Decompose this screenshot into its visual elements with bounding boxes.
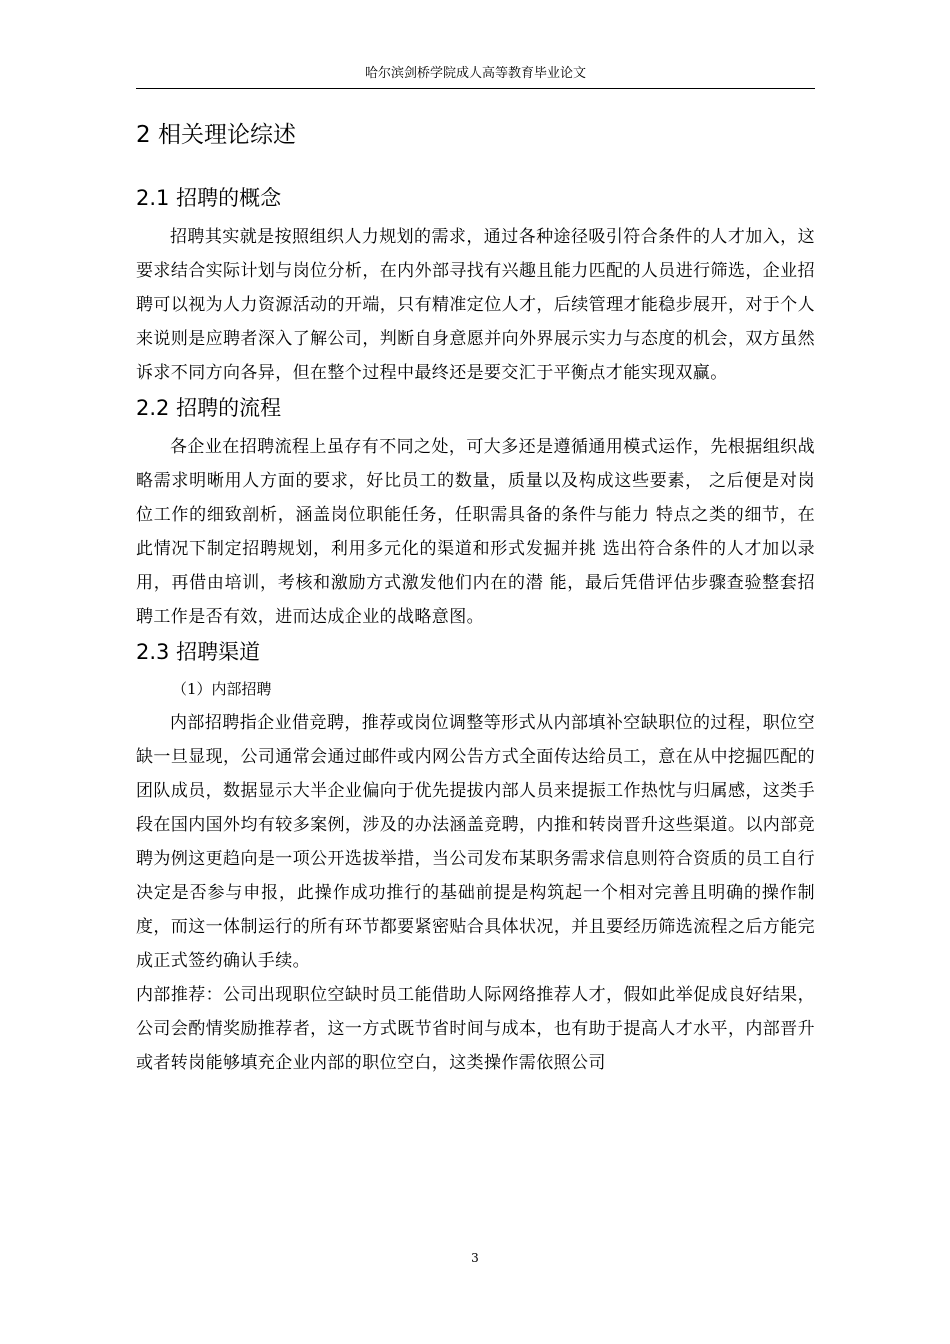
header-rule bbox=[136, 88, 815, 89]
section-2-2-paragraph: 各企业在招聘流程上虽存有不同之处，可大多还是遵循通用模式运作，先根据组织战略需求明晰用人方面的要求，好比员工的数量，质量以及构成这些要素， 之后便是对岗位工作的细致剖析，涵盖岗位职能任务，任职需具备的条件与能力 特点之类的细节，在此情况下制定招聘规划，利用多元化的渠道和形式发掘并挑 选出符合条件的人才加以录用，再借由培训，考核和激励方式激发他们内在的潜 能，最后凭借评估步骤查验整套招聘工作是否有效，进而达成企业的战略意图。 bbox=[136, 437, 815, 627]
section-title-2-3: 2.3 招聘渠道 bbox=[136, 640, 261, 664]
section-title-2-2: 2.2 招聘的流程 bbox=[136, 396, 282, 420]
section-2-3-paragraph-1: 内部招聘指企业借竞聘，推荐或岗位调整等形式从内部填补空缺职位的过程，职位空缺一旦显现，公司通常会通过邮件或内网公告方式全面传达给员工，意在从中挖掘匹配的团队成员，数据显示大半企业偏向于优先提拔内部人员来提振工作热忱与归属感，这类手段在国内国外均有较多案例，涉及的办法涵盖竞聘，内推和转岗晋升这些渠道。以内部竞聘为例这更趋向是一项公开选拔举措，当公司发布某职务需求信息则符合资质的员工自行决定是否参与申报，此操作成功推行的基础前提是构筑起一个相对完善且明确的操作制度，而这一体制运行的所有环节都要紧密贴合具体状况，并且要经历筛选流程之后方能完成正式签约确认手续。 bbox=[136, 713, 815, 971]
subheading-internal-recruitment: （1）内部招聘 bbox=[172, 680, 272, 698]
section-2-3-paragraph-2: 内部推荐：公司出现职位空缺时员工能借助人际网络推荐人才，假如此举促成良好结果，公司会酌情奖励推荐者，这一方式既节省时间与成本，也有助于提高人才水平，内部晋升或者转岗能够填充企业内部的职位空白，这类操作需依照公司 bbox=[136, 985, 815, 1073]
section-title-2-1: 2.1 招聘的概念 bbox=[136, 186, 282, 210]
chapter-title: 2 相关理论综述 bbox=[136, 122, 296, 148]
page-number: 3 bbox=[471, 1251, 479, 1265]
page-content bbox=[136, 120, 815, 1080]
page-header: 哈尔滨剑桥学院成人高等教育毕业论文 bbox=[364, 66, 586, 81]
section-2-1-paragraph: 招聘其实就是按照组织人力规划的需求，通过各种途径吸引符合条件的人才加入，这要求结合实际计划与岗位分析，在内外部寻找有兴趣且能力匹配的人员进行筛选，企业招聘可以视为人力资源活动的开端，只有精准定位人才，后续管理才能稳步展开，对于个人来说则是应聘者深入了解公司，判断自身意愿并向外界展示实力与态度的机会，双方虽然诉求不同方向各异，但在整个过程中最终还是要交汇于平衡点才能实现双赢。 bbox=[136, 227, 815, 383]
